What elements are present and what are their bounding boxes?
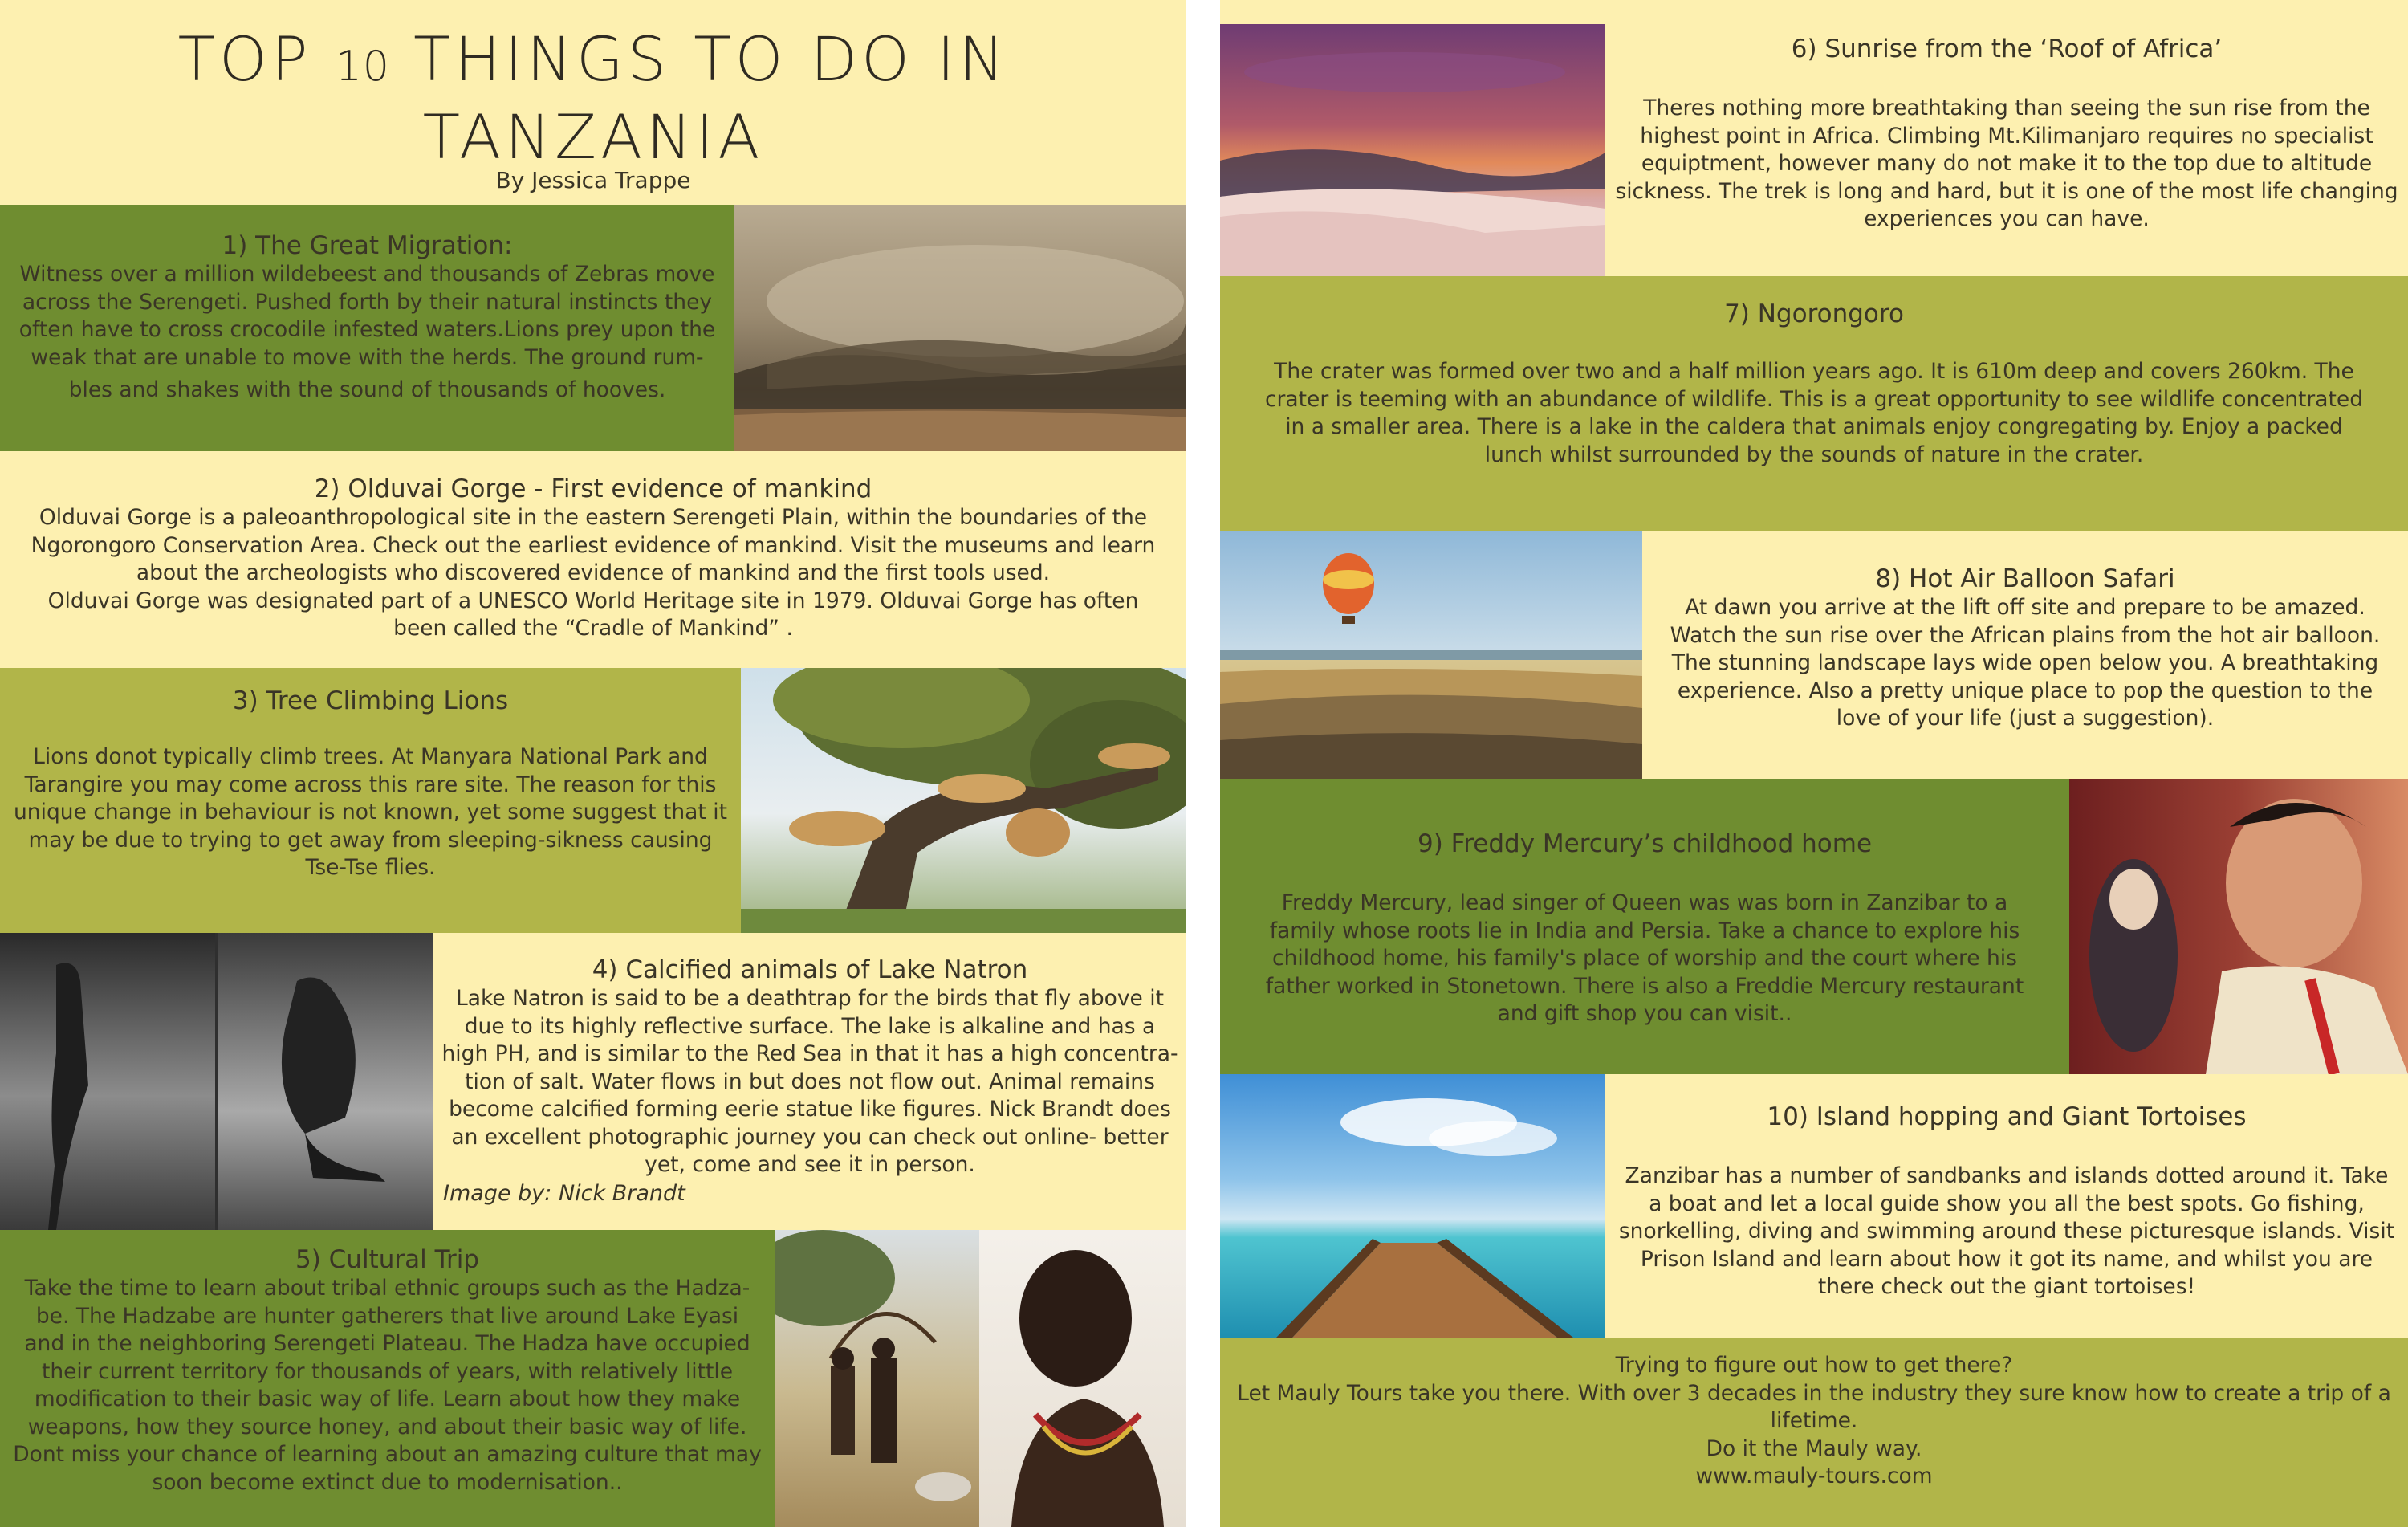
section-text: At dawn you arrive at the lift off site and prepare to be amazed. Watch the sun rise over the African plains from the hot air balloon. The stunning landscape lays wide open below you. A breathtaking experience. Also a pretty unique place to pop the question to the love of your life (just a suggestion). [1670, 595, 2381, 731]
section-heading: 8) Hot Air Balloon Safari [1875, 564, 2175, 593]
section-text: Witness over a million wildebeest and thousands of Zebras move across the Serengeti. Pushed forth by their natural instincts they often have to cross crocodile infested waters.Lions prey upon the weak that are unable to move with the herds. The ground rum- bles and shakes with the sound of thousands of hooves. [18, 262, 716, 402]
section-heading: 9) Freddy Mercury’s childhood home [1417, 829, 1873, 858]
migration-photo [734, 205, 1186, 451]
tree-lions-image [741, 668, 1186, 933]
section-great-migration [0, 205, 734, 451]
title-part2: THINGS TO DO IN [389, 23, 1009, 95]
left-page [0, 0, 1186, 1527]
section-text: Take the time to learn about tribal ethnic groups such as the Hadza- be. The Hadzabe are hunter gatherers that live around Lake Eyasi and in the neighboring Serengeti Plateau. The Hadza have occupied their current territory for thousands of years, with relatively little modification to their basic way of life. Learn about how they make weapons, how they source honey, and about their basic way of life. Dont miss your chance of learning about an amazing culture that may soon become extinct due to modernisation.. [13, 1276, 762, 1495]
section-heading: 10) Island hopping and Giant Tortoises [1767, 1102, 2247, 1131]
title-line2: TANZANIA [422, 101, 764, 173]
section-olduvai-gorge [0, 451, 1186, 668]
section-heading: 1) The Great Migration: [222, 231, 513, 260]
title-number: 10 [335, 43, 390, 91]
pier-image [1220, 1074, 1605, 1338]
section-text: Freddy Mercury, lead singer of Queen was was born in Zanzibar to a family whose roots lie in India and Persia. Take a chance to explore his childhood home, his family's place of worship and the court where his father worked in Stonetown. There is also a Freddie Mercury restaurant and gift shop you can visit.. [1265, 890, 2024, 1026]
byline: By Jessica Trappe [495, 167, 691, 193]
header [0, 0, 1186, 205]
section-heading: 6) Sunrise from the ‘Roof of Africa’ [1791, 35, 2223, 63]
section-text: Olduvai Gorge is a paleoanthropological site in the eastern Serengeti Plain, within the boundaries of the Ngorongoro Conservation Area. Check out the earliest evidence of mankind. Visit the museums and learn about the archeologists who discovered evidence of mankind and the first tools used. Olduvai Gorge was designated part of a UNESCO World Heritage site in 1979. Olduvai Gorge has often been called the “Cradle of Mankind” . [31, 505, 1156, 641]
section-heading: 2) Olduvai Gorge - First evidence of mankind [314, 474, 872, 503]
section-island-hopping [1605, 1074, 2408, 1338]
freddie-mercury-photo [2069, 779, 2408, 1074]
section-heading: 5) Cultural Trip [295, 1245, 479, 1274]
hot-air-balloon-photo [1220, 531, 1642, 779]
section-text: Lions donot typically climb trees. At Manyara National Park and Tarangire you may come across this rare site. The reason for this unique change in behaviour is not known, yet some suggest that it may be due to trying to get away from sleeping-sikness causing Tse-Tse flies. [14, 744, 727, 880]
hunters-image [775, 1230, 979, 1527]
calcified-animals-image [0, 933, 433, 1230]
section-text: Zanzibar has a number of sandbanks and islands dotted around it. Take a boat and let a local guide show you all the best spots. Go fishing, snorkelling, diving and swimming around these picturesque islands. Visit Prison Island and learn about how it got its name, and whilst you are there check out the giant tortoises! [1618, 1163, 2395, 1299]
section-ngorongoro [1220, 276, 2408, 531]
section-lake-natron [433, 933, 1186, 1230]
section-heading: 4) Calcified animals of Lake Natron [592, 955, 1028, 984]
image-credit: Image by: Nick Brandt [443, 1181, 685, 1206]
section-kilimanjaro-sunrise [1605, 0, 2408, 276]
section-text: Theres nothing more breathtaking than seeing the sun rise from the highest point in Africa. Climbing Mt.Kilimanjaro requires no specialist equiptment, however many do not make it to the top due to altitude sickness. The trek is long and hard, but it is one of the most life changing experiences you can have. [1615, 96, 2398, 231]
page-title [0, 24, 1186, 173]
footer-text: Trying to figure out how to get there? Let Mauly Tours take you there. With over 3 decades in the industry they sure know how to create a trip of a lifetime. Do it the Mauly way. www.mauly-tours.com [1237, 1353, 2391, 1488]
hadza-man-portrait-photo [979, 1230, 1186, 1527]
lions-in-tree-photo [741, 668, 1186, 933]
section-text: The crater was formed over two and a half million years ago. It is 610m deep and covers 260km. The crater is teeming with an abundance of wildlife. This is a great opportunity to see wildlife concentrated in a smaller area. There is a lake in the caldera that animals enjoy congregating by. Enjoy a packed lunch whilst surrounded by the sounds of nature in the crater. [1264, 359, 2364, 467]
portrait-image [979, 1230, 1186, 1527]
section-freddy-mercury [1220, 779, 2069, 1074]
footer-mauly-tours [1220, 1338, 2408, 1527]
section-tree-climbing-lions [0, 668, 741, 933]
zanzibar-pier-photo [1220, 1074, 1605, 1338]
section-heading: 3) Tree Climbing Lions [232, 686, 509, 715]
wildebeest-herd-image [734, 205, 1186, 451]
section-cultural-trip [0, 1230, 775, 1527]
calcified-birds-photo [0, 933, 433, 1230]
sunrise-image [1220, 24, 1605, 276]
website-link[interactable]: www.mauly-tours.com [1695, 1464, 1933, 1488]
balloon-safari-image [1220, 531, 1642, 779]
section-heading: 7) Ngorongoro [1724, 299, 1904, 328]
section-text: Lake Natron is said to be a deathtrap for the birds that fly above it due to its highly reflective surface. The lake is alkaline and has a high PH, and is similar to the Red Sea in that it has a high concentra- tion of salt. Water flows in but does not flow out. Animal remains become calcified forming eerie statue like figures. Nick Brandt does an excellent photographic journey you can check out online- better yet, come and see it in person. [441, 986, 1178, 1177]
right-page [1220, 0, 2408, 1527]
section-hot-air-balloon [1642, 531, 2408, 779]
title-part1: TOP [177, 23, 336, 95]
freddie-mercury-image [2069, 779, 2408, 1074]
hadzabe-hunters-photo [775, 1230, 979, 1527]
kilimanjaro-sunrise-photo [1220, 24, 1605, 276]
